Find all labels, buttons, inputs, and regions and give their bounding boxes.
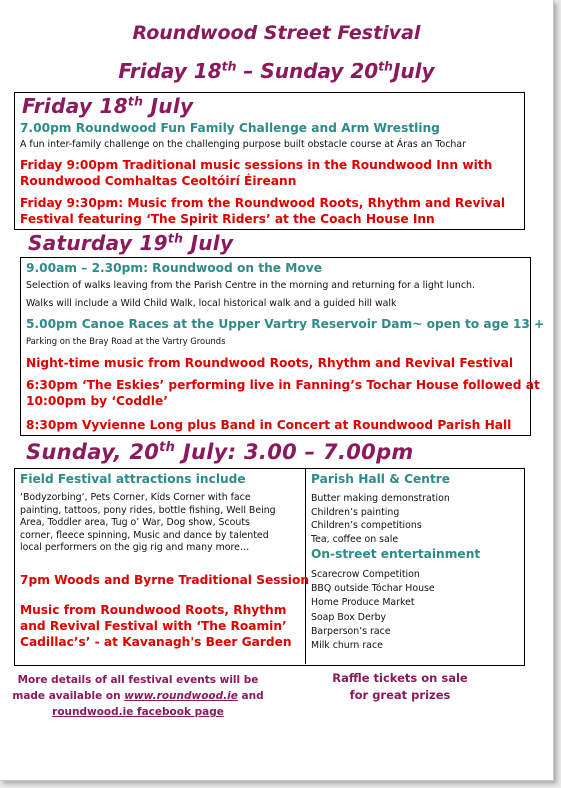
list-item: Scarecrow Competition <box>311 569 420 580</box>
facebook-link[interactable]: roundwood.ie facebook page <box>52 706 224 718</box>
list-item: Children’s competitions <box>311 520 422 532</box>
list-item: Tea, coffee on sale <box>311 533 399 545</box>
saturday-event-1: 9.00am – 2.30pm: Roundwood on the Move <box>26 261 323 275</box>
list-item: Barperson’s race <box>311 625 391 637</box>
sunday-event-session: 7pm Woods and Byrne Traditional Session <box>20 573 310 587</box>
footer-details: More details of all festival events will be made available on www.roundwood.ie and roundwood.ie facebook page <box>8 672 268 720</box>
list-item: Soap Box Derby <box>311 611 387 623</box>
sunday-heading: Sunday, 20th July: 3.00 – 7.00pm <box>26 440 414 464</box>
list-item: Home Produce Market <box>311 597 415 609</box>
saturday-event-3: Night-time music from Roundwood Roots, Rhythm and Revival Festival <box>26 356 514 370</box>
friday-event-1: 7.00pm Roundwood Fun Family Challenge and Arm Wrestling <box>20 121 440 135</box>
saturday-event-2: 5.00pm Canoe Races at the Upper Vartry Reservoir Dam~ open to age 13 + <box>26 317 545 331</box>
saturday-event-2-desc: Parking on the Bray Road at the Vartry Grounds <box>26 336 226 346</box>
saturday-event-1-desc: Selection of walks leaving from the Parish Centre in the morning and returning for a light lunch. Walks will include a Wild Child Walk, local historical walk and a guided hill walk <box>26 280 475 309</box>
on-street-list <box>311 568 435 653</box>
footer-raffle: Raffle tickets on sale for great prizes <box>332 671 468 702</box>
festival-dates: Friday 18th – Sunday 20thJuly <box>118 58 435 83</box>
parish-hall-list <box>311 492 450 546</box>
website-link[interactable]: www.roundwood.ie <box>124 690 238 702</box>
festival-title: Roundwood Street Festival <box>132 22 421 44</box>
friday-event-3: Friday 9:30pm: Music from the Roundwood Roots, Rhythm and Revival Festival featuring ‘The Spirit Riders’ at the Coach House Inn <box>20 196 506 226</box>
parish-hall-title: Parish Hall & Centre <box>311 472 451 486</box>
friday-event-1-desc: A fun inter-family challenge on the challenging purpose built obstacle course at Áras an Tochar <box>20 139 466 150</box>
saturday-event-4: 6:30pm ‘The Eskies’ performing live in Fanning’s Tochar House followed at 10:00pm by ‘Coddle’ <box>26 378 540 408</box>
saturday-event-5: 8:30pm Vyvienne Long plus Band in Concert at Roundwood Parish Hall <box>26 418 512 432</box>
on-street-title: On-street entertainment <box>311 547 481 561</box>
list-item: Children’s painting <box>311 506 400 518</box>
field-festival-desc: ‘Bodyzorbing’, Pets Corner, Kids Corner with face painting, tattoos, pony rides, bottle fishing, Well Being Area, Toddler area, Tug o’ War, Dog show, Scouts corner, fleece spinning, Music and dance by talented local performers on the gig rig and many more… <box>20 492 276 554</box>
field-festival-title: Field Festival attractions include <box>20 472 246 486</box>
sunday-event-music: Music from Roundwood Roots, Rhythm and Revival Festival with ‘The Roamin’ Cadillac’s’ - at Kavanagh's Beer Garden <box>20 603 292 649</box>
sunday-divider <box>305 468 306 664</box>
list-item: BBQ outside Tóchar House <box>311 583 435 595</box>
saturday-heading: Saturday 19th July <box>28 230 234 255</box>
friday-heading: Friday 18th July <box>22 93 194 118</box>
list-item: Milk churn race <box>311 640 383 652</box>
friday-event-2: Friday 9:00pm Traditional music sessions in the Roundwood Inn with Roundwood Comhaltas Ceoltóirí Éireann <box>20 158 493 188</box>
list-item: Butter making demonstration <box>311 493 450 504</box>
